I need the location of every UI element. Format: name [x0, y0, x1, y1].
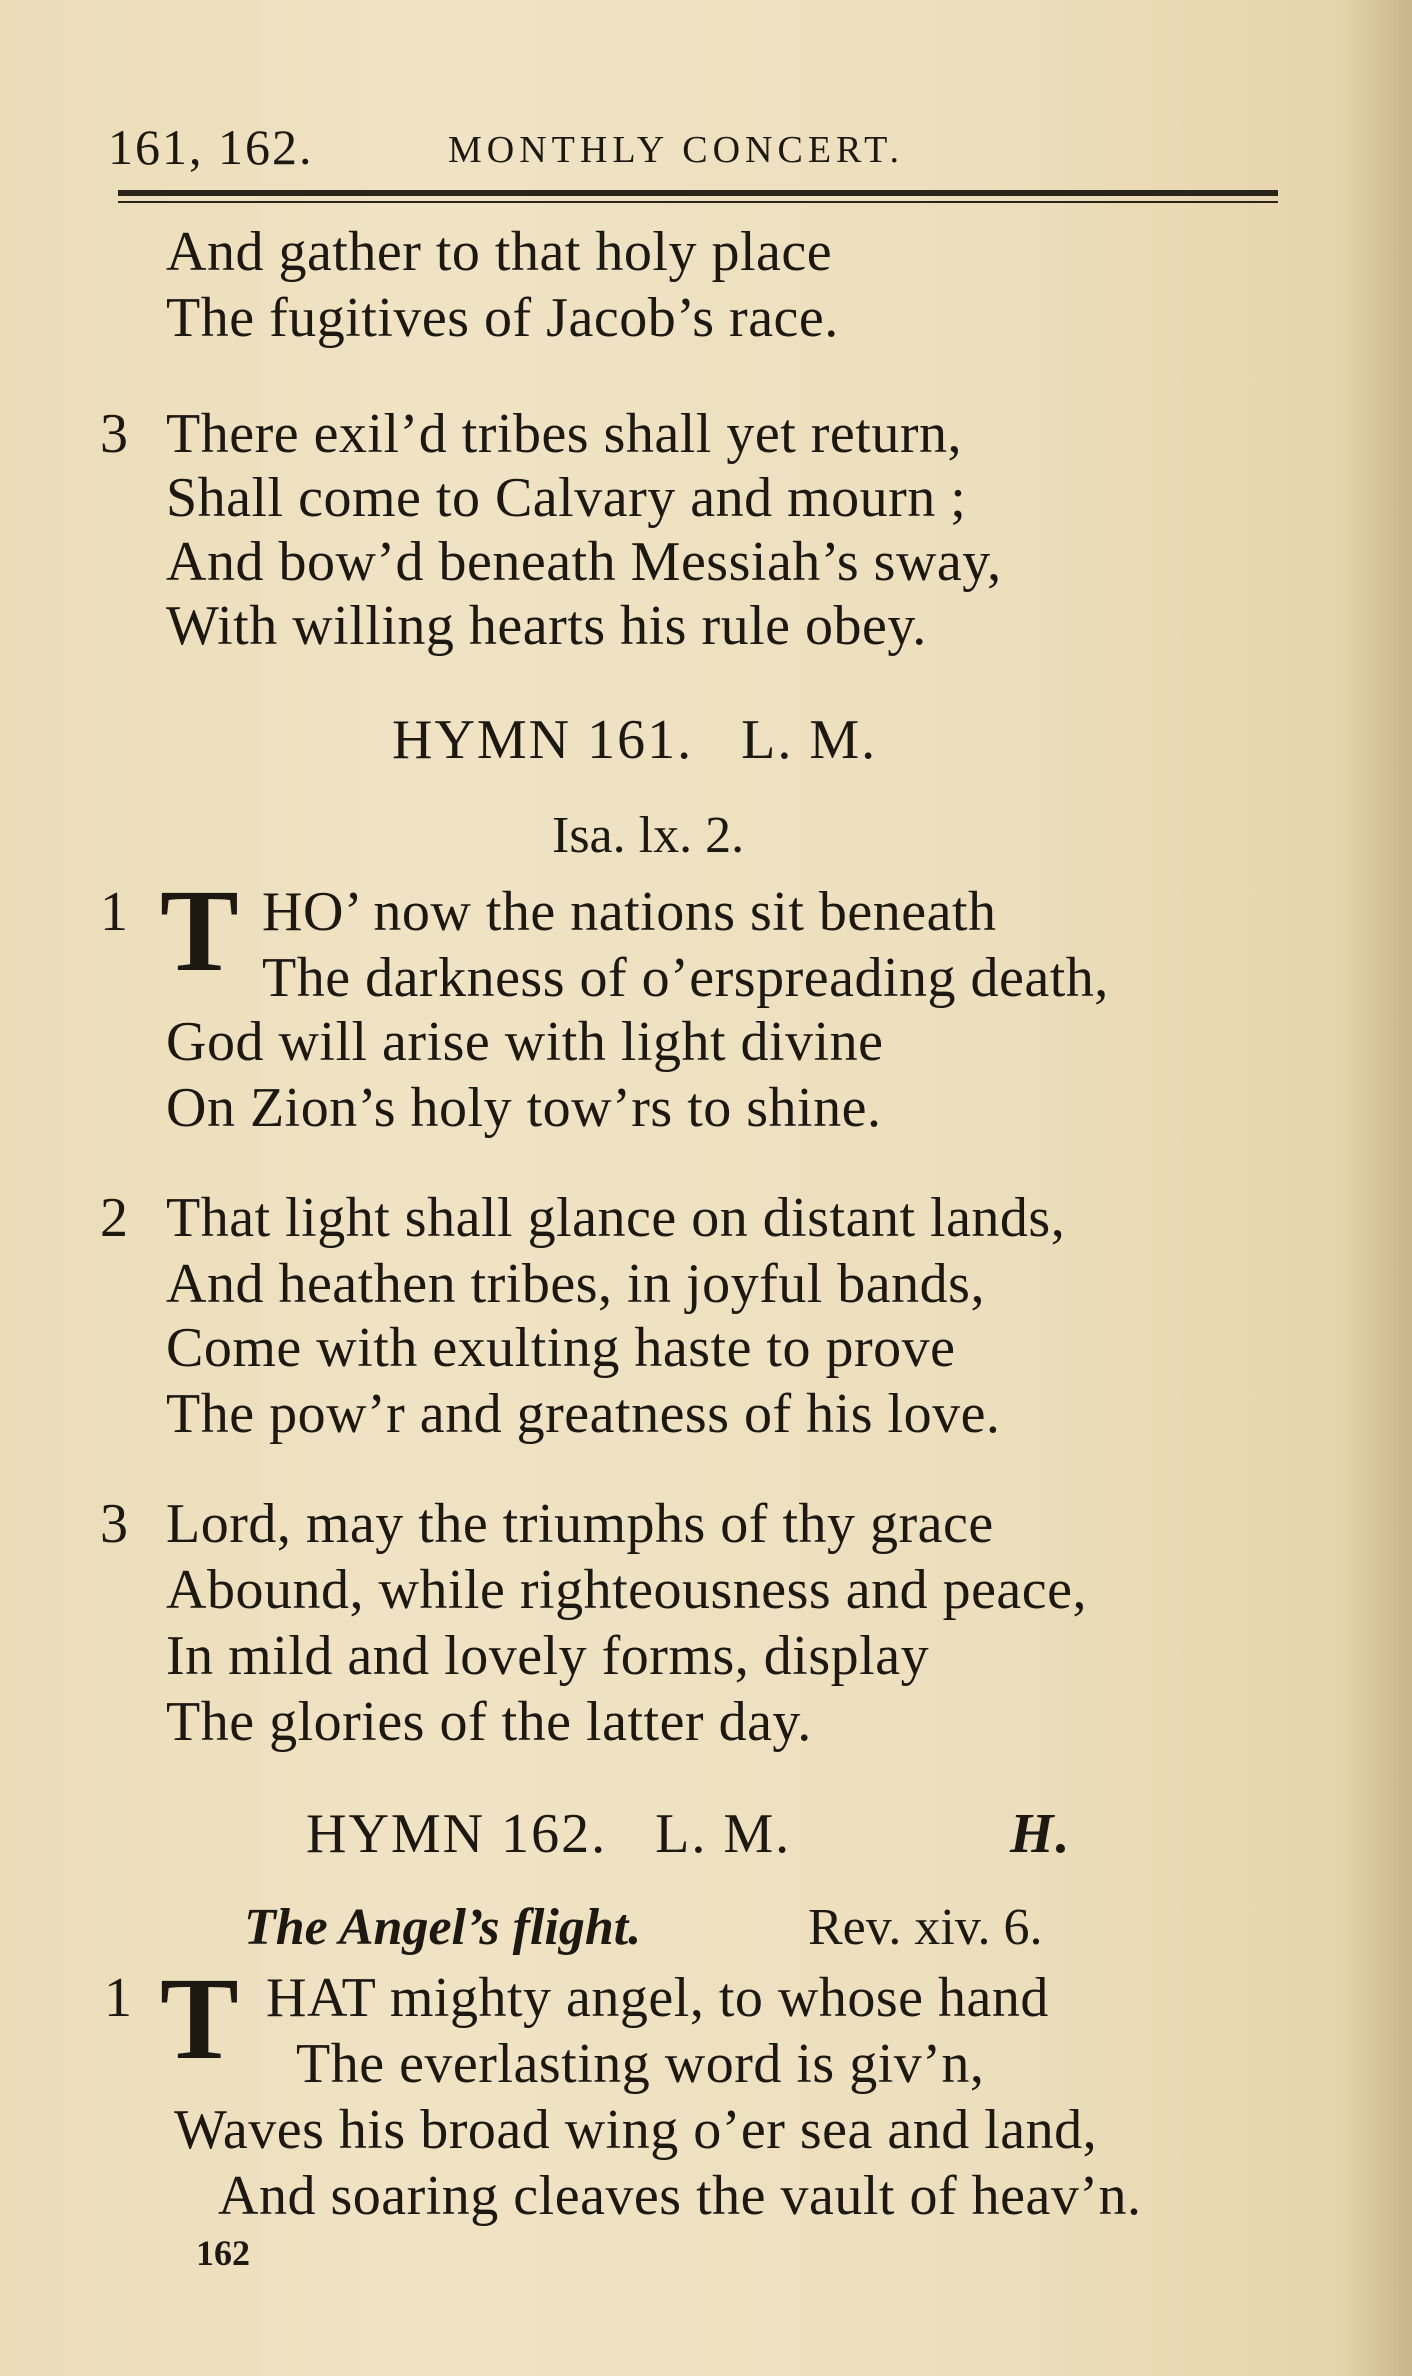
hymn-162-reference: Rev. xiv. 6.: [808, 1899, 1043, 1956]
stanza-line: Lord, may the triumphs of thy grace: [166, 1493, 994, 1555]
footer-signature: 162: [196, 2233, 250, 2273]
stanza-number: 1: [100, 881, 128, 943]
stanza-number: 1: [104, 1967, 132, 2029]
continuation-line: And gather to that holy place: [166, 221, 833, 283]
stanza-line: And soaring cleaves the vault of heav’n.: [218, 2165, 1142, 2227]
stanza-line: The darkness of o’erspreading death,: [262, 947, 1109, 1009]
drop-cap: T: [160, 865, 239, 996]
stanza-line: With willing hearts his rule obey.: [166, 595, 927, 657]
stanza-number: 3: [100, 1493, 128, 1555]
header-title: MONTHLY CONCERT.: [448, 129, 905, 171]
stanza-line: Come with exulting haste to prove: [166, 1317, 956, 1379]
stanza-line: And heathen tribes, in joyful bands,: [166, 1253, 985, 1315]
stanza-line: The everlasting word is giv’n,: [296, 2033, 985, 2095]
header-rule-thick: [118, 190, 1278, 196]
header-rule-thin: [118, 201, 1278, 203]
stanza-line: Waves his broad wing o’er sea and land,: [174, 2099, 1098, 2161]
hymn-162-subtitle: The Angel’s flight.: [244, 1899, 642, 1956]
stanza-line: And bow’d beneath Messiah’s sway,: [166, 531, 1002, 593]
hymn-161-reference: Isa. lx. 2.: [552, 807, 745, 864]
stanza-line: In mild and lovely forms, display: [166, 1625, 930, 1687]
stanza-line: Abound, while righteousness and peace,: [166, 1559, 1087, 1621]
hymn-162-mark: H.: [1010, 1803, 1072, 1865]
hymn-161-title: HYMN 161. L. M.: [392, 709, 878, 771]
stanza-line: On Zion’s holy tow’rs to shine.: [166, 1077, 882, 1139]
drop-cap: T: [160, 1953, 239, 2084]
stanza-line: There exil’d tribes shall yet return,: [166, 403, 962, 465]
header-page-numbers: 161, 162.: [108, 119, 314, 175]
stanza-line: Shall come to Calvary and mourn ;: [166, 467, 967, 529]
stanza-line: The glories of the latter day.: [166, 1691, 812, 1753]
running-header: [108, 118, 1278, 178]
hymn-162-title: HYMN 162. L. M.: [306, 1803, 792, 1865]
stanza-line: That light shall glance on distant lands,: [166, 1187, 1066, 1249]
stanza-line: HO’ now the nations sit beneath: [262, 881, 997, 943]
stanza-line: HAT mighty angel, to whose hand: [266, 1967, 1049, 2029]
continuation-line: The fugitives of Jacob’s race.: [166, 287, 839, 349]
page-edge-shadow: [1342, 0, 1412, 2376]
stanza-line: God will arise with light divine: [166, 1011, 884, 1073]
stanza-line: The pow’r and greatness of his love.: [166, 1383, 1001, 1445]
stanza-number: 3: [100, 403, 128, 465]
stanza-number: 2: [100, 1187, 128, 1249]
